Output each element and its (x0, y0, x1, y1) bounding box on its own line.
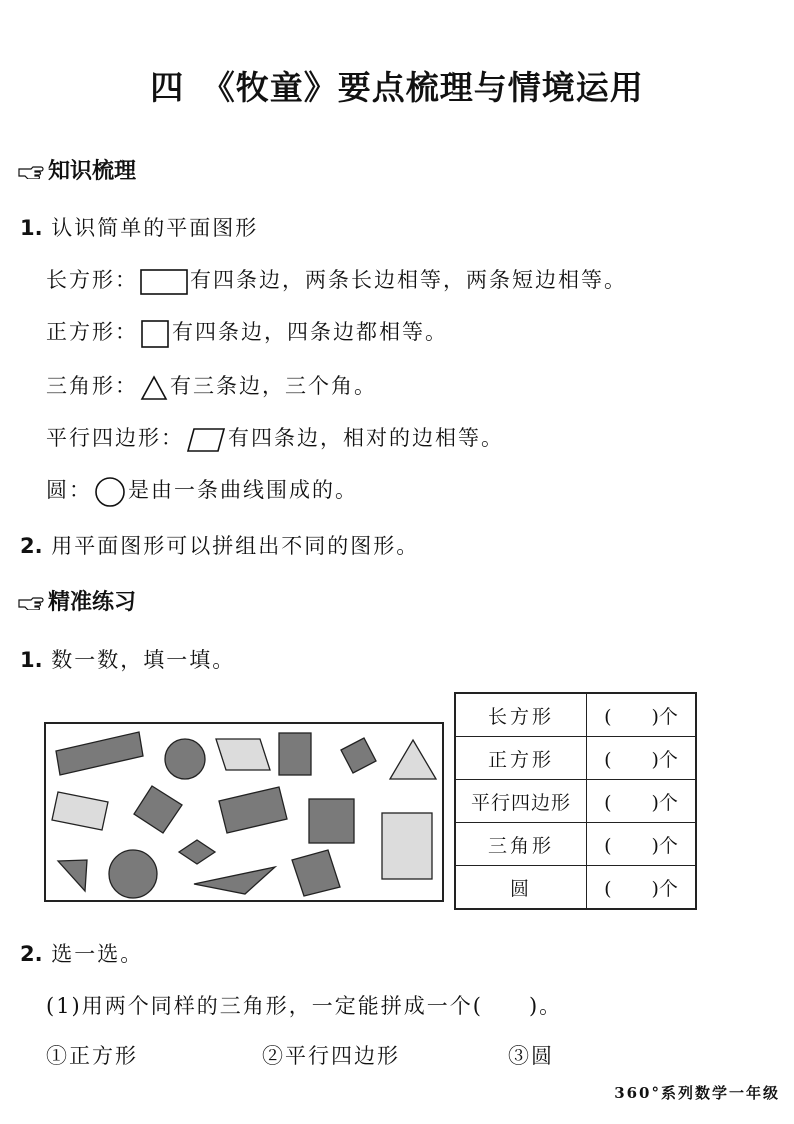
square-shape (309, 799, 354, 843)
close-paren-unit: )个 (651, 834, 678, 857)
section-heading-knowledge (18, 154, 136, 185)
answer-cell[interactable] (587, 780, 697, 823)
rectangle-description: 有四条边，两条长边相等，两条短边相等。 (190, 268, 627, 292)
open-paren: ( (604, 791, 612, 814)
rectangle-label: 长方形： (46, 268, 138, 292)
pointing-hand-icon (18, 596, 44, 610)
question-number: 1. (20, 648, 43, 672)
table-row (455, 693, 696, 737)
rectangle-icon (140, 268, 188, 296)
answer-cell[interactable] (587, 737, 697, 780)
item-number: 2. (20, 534, 43, 558)
circle-description: 是由一条曲线围成的。 (128, 478, 358, 502)
option-c[interactable]: ③圆 (508, 1044, 554, 1068)
table-row (455, 823, 696, 866)
close-paren-unit: )个 (651, 877, 678, 900)
square-shape (179, 840, 215, 864)
option-b[interactable]: ②平行四边形 (262, 1044, 400, 1068)
table-row (455, 780, 696, 823)
square-description: 有四条边，四条边都相等。 (172, 320, 448, 344)
open-paren: ( (604, 748, 612, 771)
square-icon (140, 319, 170, 349)
table-row (455, 866, 696, 910)
open-paren: ( (604, 705, 612, 728)
section-heading-text: 精准练习 (48, 590, 137, 615)
knowledge-item-2 (20, 530, 419, 560)
triangle-shape (58, 860, 87, 891)
question-text: 数一数，填一填。 (51, 648, 236, 672)
close-paren-unit: )个 (651, 791, 678, 814)
item-text: 用平面图形可以拼组出不同的图形。 (51, 534, 420, 558)
rectangle-shape (382, 813, 432, 879)
section-heading-practice (18, 585, 136, 616)
page-title: 四 《牧童》要点梳理与情境运用 (150, 68, 644, 107)
item-text: 认识简单的平面图形 (51, 216, 259, 240)
rectangle-definition (46, 264, 627, 296)
section-heading-text: 知识梳理 (48, 159, 137, 184)
triangle-definition (46, 370, 377, 401)
answer-cell[interactable] (587, 823, 697, 866)
triangle-description: 有三条边，三个角。 (170, 374, 377, 398)
shape-name-cell: 长方形 (455, 693, 587, 737)
count-table (454, 692, 697, 910)
rectangle-shape (219, 787, 287, 833)
square-shape (134, 786, 182, 833)
circle-definition (46, 474, 358, 508)
pointing-hand-icon (18, 165, 44, 179)
shape-name-cell: 正方形 (455, 737, 587, 780)
page-footer: 360°系列数学一年级 (614, 1084, 780, 1102)
square-shape (341, 738, 376, 773)
triangle-label: 三角形： (46, 374, 138, 398)
parallelogram-description: 有四条边，相对的边相等。 (228, 426, 504, 450)
rectangle-shape (52, 792, 108, 830)
parallelogram-label: 平行四边形： (46, 426, 184, 450)
shapes-picture (44, 722, 444, 902)
square-shape (292, 850, 340, 896)
answer-cell[interactable] (587, 866, 697, 910)
circle-shape (109, 850, 157, 898)
question-2-sub-1: (1)用两个同样的三角形，一定能拼成一个( )。 (46, 994, 563, 1018)
item-number: 1. (20, 216, 43, 240)
square-definition (46, 316, 448, 349)
table-row (455, 737, 696, 780)
parallelogram-icon (186, 427, 226, 453)
circle-icon (94, 476, 126, 508)
open-paren: ( (604, 834, 612, 857)
circle-shape (165, 739, 205, 779)
triangle-shape (194, 867, 275, 894)
shape-name-cell: 平行四边形 (455, 780, 587, 823)
shapes-drawing (46, 724, 442, 900)
rectangle-shape (279, 733, 311, 775)
question-text: 选一选。 (51, 942, 144, 966)
parallelogram-definition (46, 422, 504, 453)
knowledge-item-1 (20, 212, 258, 242)
question-1 (20, 644, 235, 674)
square-label: 正方形： (46, 320, 138, 344)
question-2 (20, 938, 143, 968)
triangle-icon (140, 375, 168, 401)
shape-name-cell: 三角形 (455, 823, 587, 866)
open-paren: ( (604, 877, 612, 900)
parallelogram-shape (216, 739, 270, 770)
option-a[interactable]: ①正方形 (46, 1044, 138, 1068)
circle-label: 圆： (46, 478, 92, 502)
close-paren-unit: )个 (651, 748, 678, 771)
triangle-shape (390, 740, 436, 779)
rectangle-shape (56, 732, 143, 775)
question-number: 2. (20, 942, 43, 966)
answer-cell[interactable] (587, 693, 697, 737)
shape-name-cell: 圆 (455, 866, 587, 910)
close-paren-unit: )个 (651, 705, 678, 728)
